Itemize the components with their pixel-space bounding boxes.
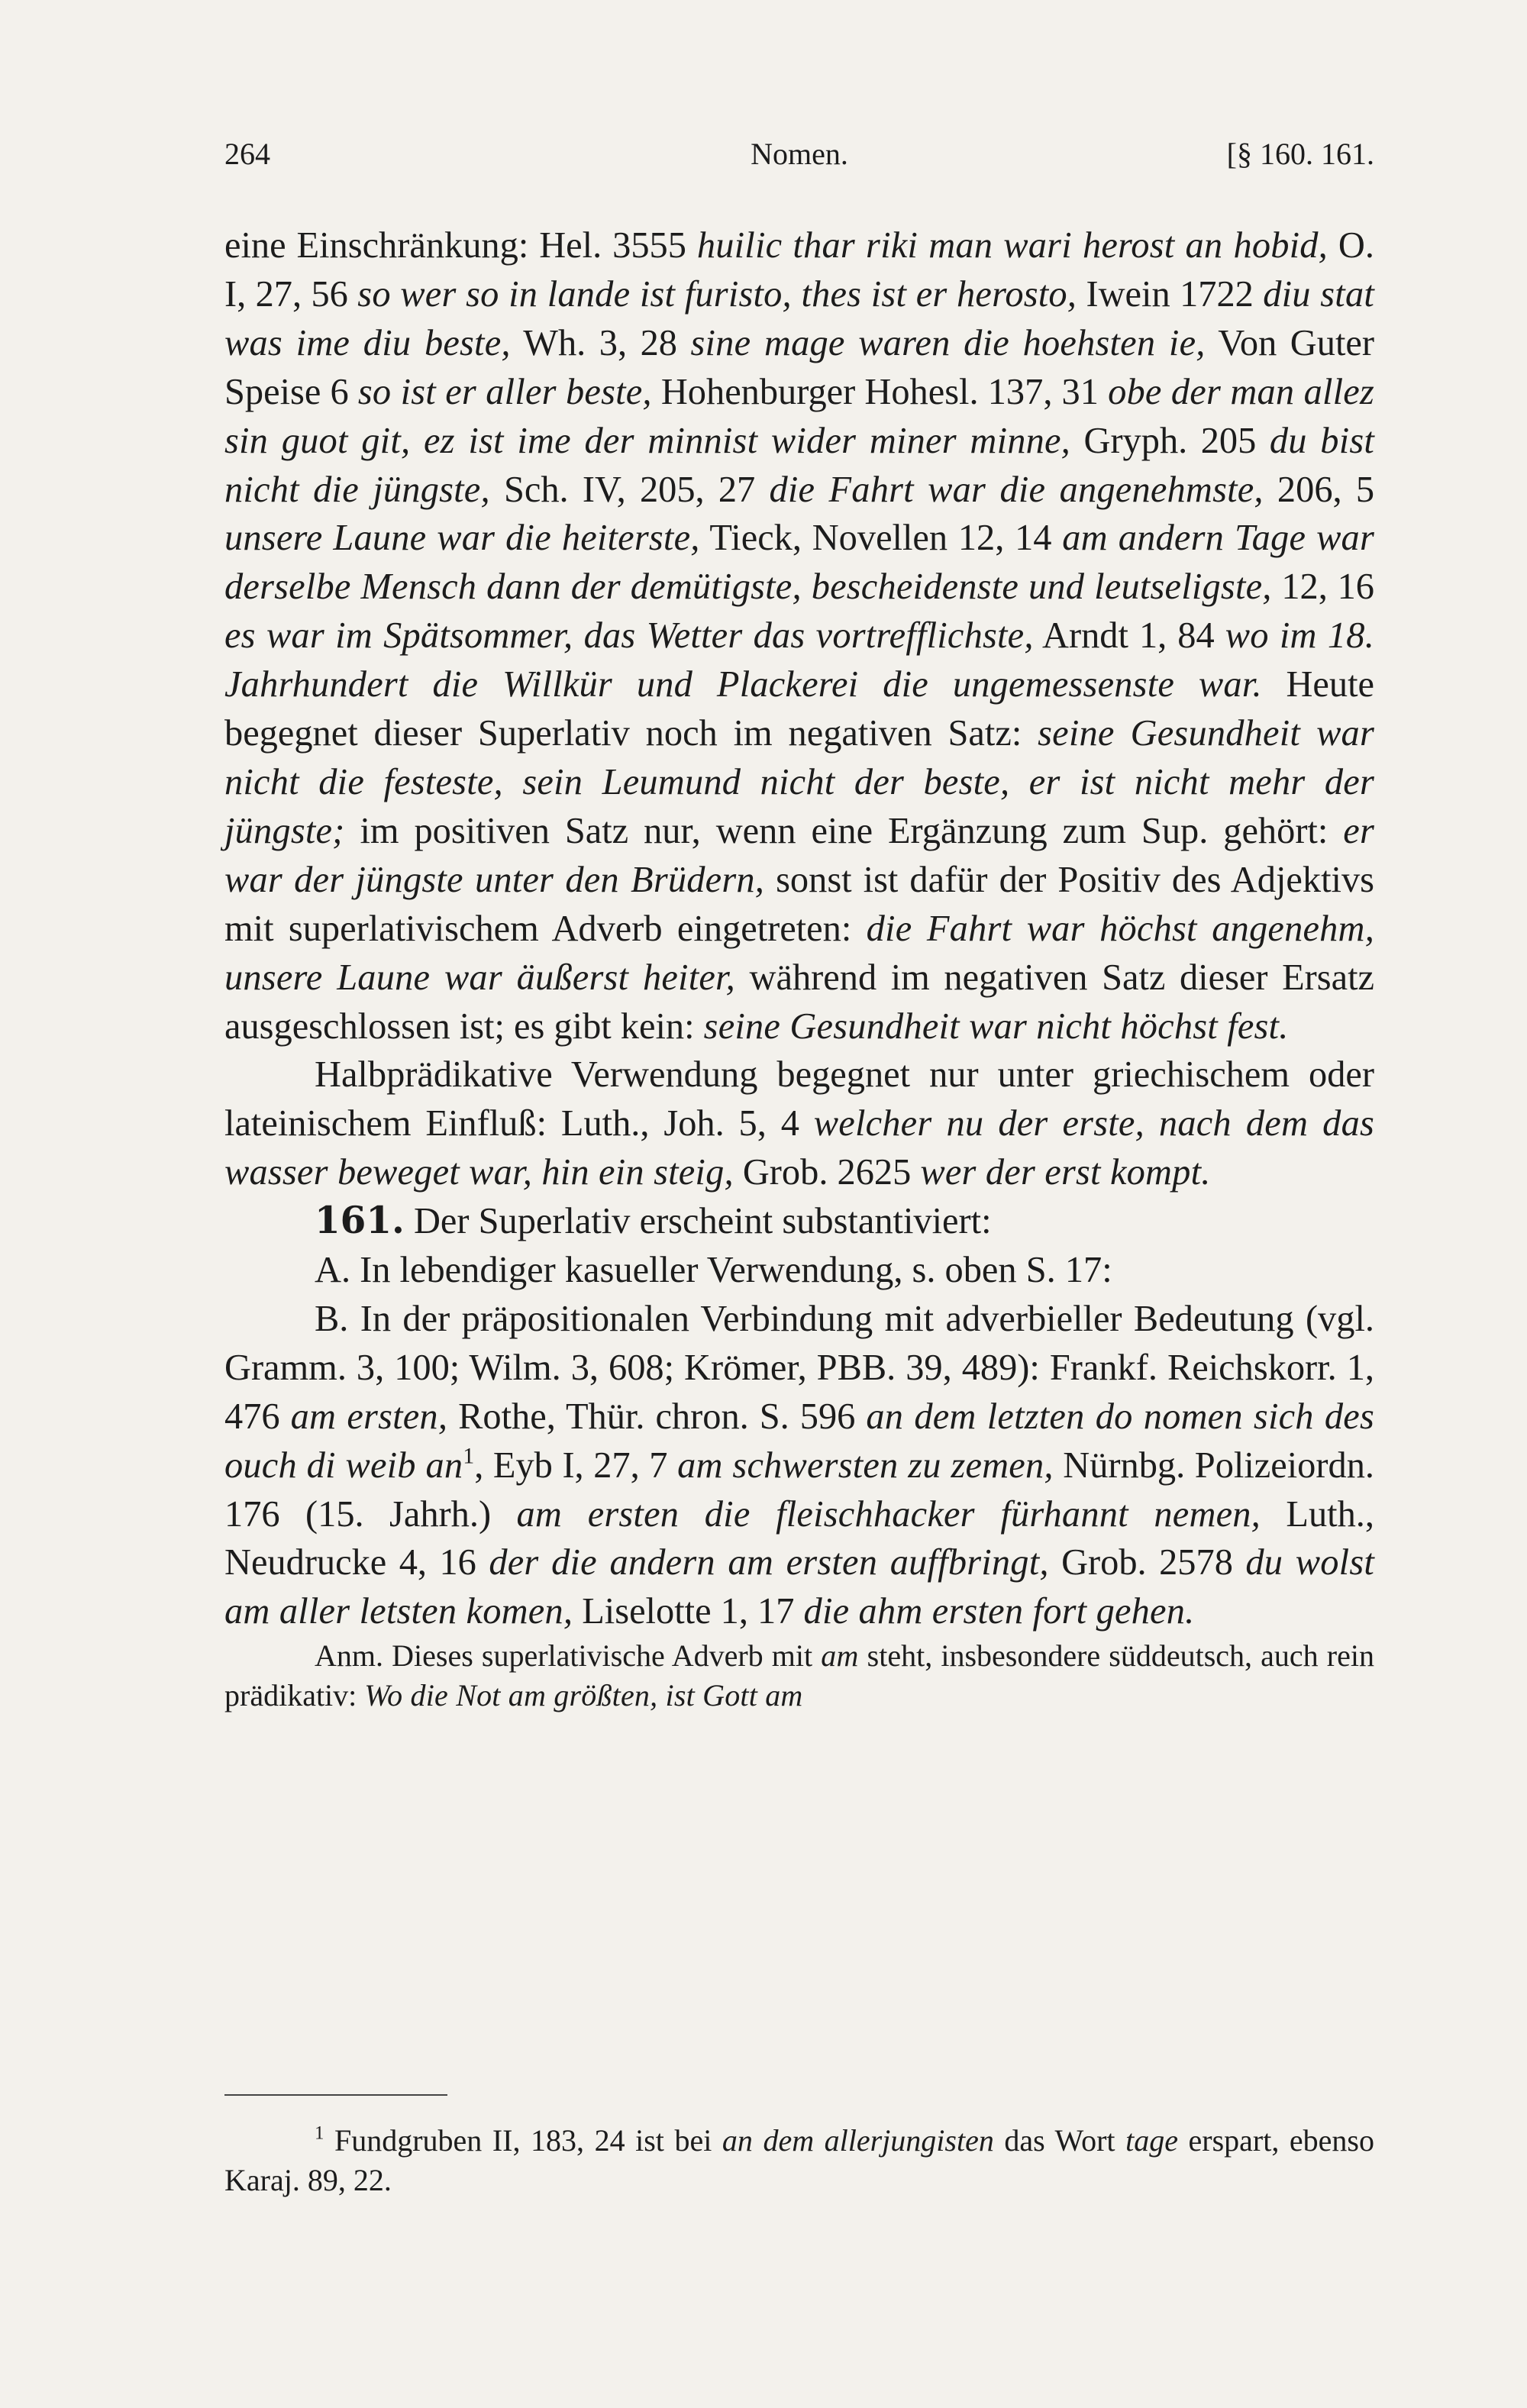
italic-quote: am ersten die fleischhacker fürhannt nemen, <box>516 1493 1261 1535</box>
italic-quote: huilic thar riki man wari herost an hobid, <box>696 225 1328 266</box>
text-run: Nürnbg. Polizeiordn. 176 (15. Jahrh.) <box>224 1444 1374 1535</box>
italic-quote: am schwersten zu zemen, <box>677 1444 1054 1486</box>
italic-quote: an dem allerjungisten <box>722 2123 994 2158</box>
section-heading-paragraph <box>224 1197 1374 1246</box>
italic-quote: am andern Tage war derselbe Mensch dann der demütigste, bescheidenste und leutseligste, <box>224 518 1374 608</box>
text-run: Von Guter Speise 6 <box>224 322 1374 412</box>
italic-quote: es war im Spätsommer, das Wetter das vortrefflichste, <box>224 615 1034 657</box>
footnote <box>224 2121 1374 2200</box>
text-run: Iwein 1722 <box>1077 273 1264 315</box>
text-run: eine Einschränkung: Hel. 3555 <box>224 225 697 266</box>
italic-quote: wer der erst kompt. <box>920 1152 1211 1193</box>
text-run: Fundgruben II, 183, 24 ist bei <box>324 2123 722 2158</box>
text-run: 12, 16 <box>1271 566 1374 608</box>
text-run: Tieck, Novellen 12, 14 <box>699 518 1063 559</box>
paragraph <box>224 1295 1374 1636</box>
italic-quote: der die andern am ersten auffbringt, <box>489 1542 1049 1583</box>
italic-quote: am <box>821 1638 859 1674</box>
text-run: Arndt 1, 84 <box>1033 615 1225 657</box>
italic-quote: tage <box>1125 2123 1178 2158</box>
running-header <box>224 136 1374 182</box>
text-run: Gryph. 205 <box>1070 420 1270 461</box>
italic-quote: wo im 18. Jahrhundert die Willkür und Plackerei die ungemessenste war. <box>224 615 1374 705</box>
italic-quote: so ist er aller beste, <box>357 371 652 412</box>
text-run: Anm. Dieses superlativische Adverb mit <box>315 1638 822 1674</box>
text-run: Luth., Neudrucke 4, 16 <box>224 1493 1375 1583</box>
footnote-marker: 1 <box>315 2122 324 2144</box>
paragraph <box>224 1051 1374 1197</box>
italic-quote: die Fahrt war höchst angenehm, unsere Laune war äußerst heiter, <box>224 908 1375 998</box>
italic-quote: welcher nu der erste, nach dem das wasser beweget war, hin ein steig, <box>224 1103 1374 1193</box>
text-run: Hohenburger Hohesl. 137, 31 <box>651 371 1109 412</box>
italic-quote: sine mage waren die hoehsten ie, <box>690 322 1206 363</box>
text-run: Halbprädikative Verwendung begegnet nur unter griechischem oder lateinischem Einfluß: Luth., Joh. 5, 4 <box>224 1054 1374 1144</box>
text-run: B. In der präpositionalen Verbindung mit adverbieller Bedeutung (vgl. Gramm. 3, 100; Wilm. 3, 608; Krömer, PBB. 39, 489): Frankf. Reichskorr. 1, 476 <box>224 1298 1374 1437</box>
text-run: das Wort <box>993 2123 1126 2158</box>
section-number: 161. <box>315 1199 405 1243</box>
italic-quote: die ahm ersten fort gehen. <box>803 1591 1195 1632</box>
text-run: im positiven Satz nur, wenn eine Ergänzung zum Sup. gehört: <box>344 810 1344 851</box>
text-run: Rothe, Thür. chron. S. 596 <box>447 1396 867 1437</box>
italic-quote: an dem letzten do nomen sich des ouch di weib an <box>224 1396 1374 1486</box>
footnote-marker: 1 <box>463 1443 475 1469</box>
italic-quote: du bist nicht die jüngste, <box>224 420 1375 510</box>
italic-quote: die Fahrt war die angenehmste, <box>769 469 1264 510</box>
paragraph <box>224 221 1374 1051</box>
paragraph <box>224 1246 1374 1295</box>
italic-quote: Wo die Not am größten, ist Gott am <box>364 1678 803 1713</box>
text-run: A. In lebendiger kasueller Verwendung, s. oben S. 17: <box>315 1250 1112 1291</box>
running-title: Nomen. <box>751 137 848 171</box>
italic-quote: so wer so in lande ist furisto, thes ist er herosto, <box>357 273 1077 315</box>
italic-quote: du wolst am aller letsten komen, <box>224 1542 1375 1632</box>
italic-quote: seine Gesundheit war nicht höchst fest. <box>703 1005 1289 1047</box>
section-reference: [§ 160. 161. <box>1226 137 1374 171</box>
footnote-text <box>224 2121 1374 2200</box>
italic-quote: am ersten, <box>290 1396 448 1437</box>
text-run: Liselotte 1, 17 <box>573 1591 804 1632</box>
annotation <box>224 1636 1374 1716</box>
italic-quote: er war der jüngste unter den Brüdern, <box>224 810 1374 900</box>
text-run: während im negativen Satz dieser Ersatz ausgeschlossen ist; es gibt kein: <box>224 957 1375 1047</box>
text-run: Wh. 3, 28 <box>510 322 691 363</box>
main-text <box>224 221 1374 1716</box>
text-run: steht, insbesondere süddeutsch, auch rein prädikativ: <box>224 1638 1374 1713</box>
footnote-rule <box>224 2094 447 2096</box>
text-run: Heute begegnet dieser Superlativ noch im negativen Satz: <box>224 664 1374 754</box>
italic-quote: diu stat was ime diu beste, <box>224 273 1374 363</box>
text-run: Sch. IV, 205, 27 <box>489 469 770 510</box>
text-run: sonst ist dafür der Positiv des Adjektivs mit superlativischem Adverb eingetreten: <box>224 859 1374 949</box>
text-run: Grob. 2625 <box>733 1152 921 1193</box>
text-run: , Eyb I, 27, 7 <box>474 1444 678 1486</box>
text-run: Der Superlativ erscheint substantiviert: <box>404 1201 992 1242</box>
text-run: 206, 5 <box>1263 469 1375 510</box>
italic-quote: seine Gesundheit war nicht die festeste, sein Leumund nicht der beste, er ist nicht mehr der jüngste; <box>224 713 1374 851</box>
page-number: 264 <box>224 137 270 171</box>
text-run: O. I, 27, 56 <box>224 225 1374 315</box>
italic-quote: unsere Laune war die heiterste, <box>224 518 700 559</box>
text-run: Grob. 2578 <box>1048 1542 1246 1583</box>
italic-quote: obe der man allez sin guot git, ez ist ime der minnist wider miner minne, <box>224 371 1374 461</box>
text-run: erspart, ebenso Karaj. 89, 22. <box>224 2123 1374 2197</box>
